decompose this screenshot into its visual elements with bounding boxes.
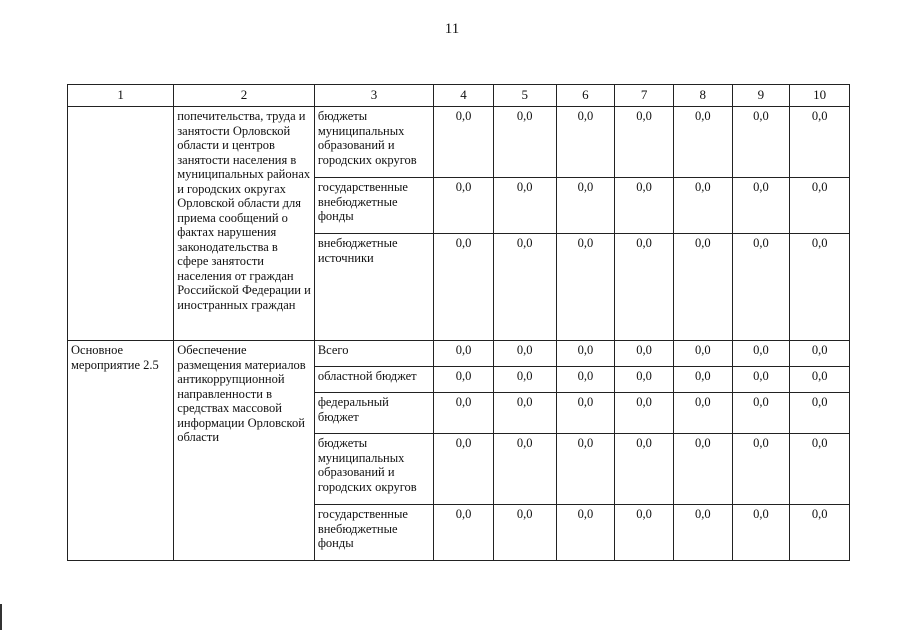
value-cell: 0,0 xyxy=(556,107,615,178)
value-cell: 0,0 xyxy=(434,234,494,341)
column-header: 9 xyxy=(732,85,790,107)
value-cell: 0,0 xyxy=(732,107,790,178)
value-cell: 0,0 xyxy=(790,505,850,561)
value-cell: 0,0 xyxy=(434,178,494,234)
measure-description: Обеспечение размещения материалов антикоррупционной направленности в средствах массовой информации Орловской области xyxy=(174,341,315,561)
column-header: 5 xyxy=(493,85,556,107)
funding-source: внебюджетные источники xyxy=(314,234,433,341)
value-cell: 0,0 xyxy=(673,393,732,434)
funding-source: Всего xyxy=(314,341,433,367)
page-number: 11 xyxy=(444,21,460,37)
value-cell: 0,0 xyxy=(732,341,790,367)
funding-source: государственные внебюджетные фонды xyxy=(314,505,433,561)
value-cell: 0,0 xyxy=(790,107,850,178)
funding-source: государственные внебюджетные фонды xyxy=(314,178,433,234)
value-cell: 0,0 xyxy=(732,367,790,393)
value-cell: 0,0 xyxy=(434,341,494,367)
value-cell: 0,0 xyxy=(556,234,615,341)
value-cell: 0,0 xyxy=(434,505,494,561)
value-cell: 0,0 xyxy=(790,367,850,393)
value-cell: 0,0 xyxy=(673,234,732,341)
value-cell: 0,0 xyxy=(790,178,850,234)
value-cell: 0,0 xyxy=(615,178,674,234)
column-header: 6 xyxy=(556,85,615,107)
funding-source: бюджеты муниципальных образований и городских округов xyxy=(314,434,433,505)
value-cell: 0,0 xyxy=(673,367,732,393)
scan-edge-mark xyxy=(0,604,2,630)
value-cell: 0,0 xyxy=(790,434,850,505)
value-cell: 0,0 xyxy=(493,178,556,234)
column-header: 4 xyxy=(434,85,494,107)
value-cell: 0,0 xyxy=(673,107,732,178)
value-cell: 0,0 xyxy=(615,107,674,178)
value-cell: 0,0 xyxy=(556,367,615,393)
value-cell: 0,0 xyxy=(615,434,674,505)
value-cell: 0,0 xyxy=(615,234,674,341)
budget-table xyxy=(67,84,850,561)
value-cell: 0,0 xyxy=(493,341,556,367)
measure-description: попечительства, труда и занятости Орловской области и центров занятости населения в муниципальных районах и городских округах Орловской области для приема сообщений о фактах нарушения законодательства в сфере занятости населения от граждан Российской Федерации и иностранных граждан xyxy=(174,107,315,341)
value-cell: 0,0 xyxy=(673,178,732,234)
funding-source: бюджеты муниципальных образований и городских округов xyxy=(314,107,433,178)
value-cell: 0,0 xyxy=(493,434,556,505)
table-row xyxy=(68,341,850,367)
value-cell: 0,0 xyxy=(434,393,494,434)
value-cell: 0,0 xyxy=(673,341,732,367)
value-cell: 0,0 xyxy=(493,234,556,341)
value-cell: 0,0 xyxy=(790,341,850,367)
value-cell: 0,0 xyxy=(732,178,790,234)
funding-source: федеральный бюджет xyxy=(314,393,433,434)
value-cell: 0,0 xyxy=(493,393,556,434)
value-cell: 0,0 xyxy=(556,434,615,505)
funding-source: областной бюджет xyxy=(314,367,433,393)
value-cell: 0,0 xyxy=(493,107,556,178)
value-cell: 0,0 xyxy=(615,367,674,393)
value-cell: 0,0 xyxy=(493,505,556,561)
value-cell: 0,0 xyxy=(556,178,615,234)
value-cell: 0,0 xyxy=(615,505,674,561)
value-cell: 0,0 xyxy=(732,393,790,434)
value-cell: 0,0 xyxy=(790,393,850,434)
table-row xyxy=(68,107,850,178)
measure-cell-empty xyxy=(68,107,174,341)
column-header: 1 xyxy=(68,85,174,107)
column-header: 8 xyxy=(673,85,732,107)
value-cell: 0,0 xyxy=(615,393,674,434)
value-cell: 0,0 xyxy=(615,341,674,367)
value-cell: 0,0 xyxy=(556,393,615,434)
value-cell: 0,0 xyxy=(434,367,494,393)
value-cell: 0,0 xyxy=(673,434,732,505)
value-cell: 0,0 xyxy=(673,505,732,561)
measure-name: Основное мероприятие 2.5 xyxy=(68,341,174,561)
column-header: 10 xyxy=(790,85,850,107)
value-cell: 0,0 xyxy=(732,234,790,341)
value-cell: 0,0 xyxy=(434,107,494,178)
header-row xyxy=(68,85,850,107)
value-cell: 0,0 xyxy=(434,434,494,505)
value-cell: 0,0 xyxy=(790,234,850,341)
value-cell: 0,0 xyxy=(732,434,790,505)
value-cell: 0,0 xyxy=(493,367,556,393)
value-cell: 0,0 xyxy=(556,341,615,367)
value-cell: 0,0 xyxy=(556,505,615,561)
column-header: 2 xyxy=(174,85,315,107)
column-header: 3 xyxy=(314,85,433,107)
column-header: 7 xyxy=(615,85,674,107)
value-cell: 0,0 xyxy=(732,505,790,561)
